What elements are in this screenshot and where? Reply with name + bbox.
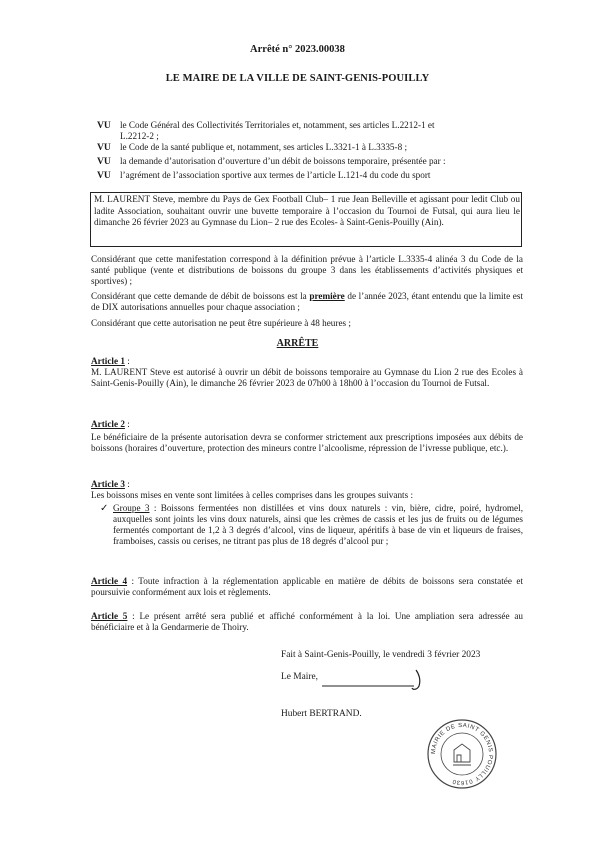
- article-4-title: Article 4: [91, 576, 128, 586]
- arrete-heading: ARRÊTE: [276, 338, 319, 349]
- article-5-title: Article 5: [91, 611, 128, 621]
- considerant-2: [91, 291, 523, 313]
- place-date: Fait à Saint-Genis-Pouilly, le vendredi 3 février 2023: [281, 650, 481, 660]
- group-3-text: : Boissons fermentées non distillées et vins doux naturels : vin, bière, cidre, poiré, hydromel, auxquelles sont joints les vins doux naturels, ainsi que les crèmes de cassis et les jus de fruits ou de légumes fermentés comportant de 1,2 à 3 degrés d’alcool, vins de liqueur, apéritifs à base de vin et liqueurs de fraises, framboises, cassis ou cerises, ne titrant pas plus de 18 degrés d’alcool pur ;: [113, 503, 523, 546]
- considerant-2-text: Considérant que cette demande de débit de boissons est la: [91, 291, 310, 301]
- article-1-heading: Article 1 :: [91, 356, 130, 366]
- vu-text: l’agrément de l’association sportive aux termes de l’article L.121-4 du code du sport: [120, 170, 431, 180]
- article-1-text: M. LAURENT Steve est autorisé à ouvrir un débit de boissons temporaire au Gymnase du Lion 2 rue des Ecoles à Saint-Genis-Pouilly (Ain), le dimanche 26 février 2023 de 07h00 à 18h00 à l’occasion du Tournoi de Futsal.: [91, 367, 523, 388]
- mayor-name: Hubert BERTRAND.: [281, 709, 362, 719]
- considerant-2-emphasis: première: [309, 291, 345, 301]
- considerant-3: Considérant que cette autorisation ne peut être supérieure à 48 heures ;: [91, 318, 351, 328]
- considerant-2-text: de l’année 2023, étant entendu que la limite est de DIX autorisations annuelles pour chaque association ;: [91, 291, 523, 312]
- article-2-title: Article 2: [91, 419, 125, 429]
- considerant-1: Considérant que cette manifestation correspond à la définition prévue à l’article L.3335-4 alinéa 3 du Code de la santé publique (vente et distributions de boissons du groupe 3 dans les établissements d’activités physiques et sportives) ;: [91, 254, 523, 286]
- group-3-label: Groupe 3: [113, 503, 150, 513]
- mayor-title: LE MAIRE DE LA VILLE DE SAINT-GENIS-POUILLY: [165, 73, 430, 84]
- mayor-label: Le Maire,: [281, 672, 318, 682]
- article-3-group: [113, 503, 523, 547]
- article-3-title: Article 3: [91, 479, 125, 489]
- vu-text: [120, 120, 515, 142]
- vu-label: VU: [97, 156, 111, 167]
- vu-text: la demande d’autorisation d’ouverture d’un débit de boissons temporaire, présentée par :: [120, 156, 446, 166]
- arrete-number: Arrêté n° 2023.00038: [250, 44, 345, 55]
- article-4: [91, 576, 523, 598]
- vu-line: L.2212-2 ;: [120, 130, 159, 141]
- article-5-text: : Le présent arrêté sera publié et affiché conformément à la loi. Une ampliation sera adressée au bénéficiaire et à la Gendarmerie de Thoiry.: [91, 611, 523, 632]
- article-3-heading: Article 3 :: [91, 479, 130, 489]
- svg-text:MAIRIE DE SAINT GENIS POUILLY: [431, 723, 493, 785]
- article-2-heading: Article 2 :: [91, 419, 130, 429]
- vu-label: VU: [97, 170, 111, 181]
- article-5: [91, 611, 523, 633]
- stamp-text: MAIRIE DE SAINT GENIS POUILLY 01630: [430, 722, 494, 786]
- vu-line: le Code Général des Collectivités Territoriales et, notamment, ses articles L.2212-1 et: [120, 120, 435, 130]
- article-2-text: Le bénéficiaire de la présente autorisation devra se conformer strictement aux prescriptions imposées aux débits de boissons (horaires d’ouverture, protection des mineurs contre l’alcoolisme, répression de l’ivresse publique, etc.).: [91, 432, 523, 453]
- checkmark-icon: ✓: [100, 503, 109, 514]
- article-1-title: Article 1: [91, 356, 125, 366]
- vu-label: VU: [97, 120, 111, 131]
- request-box-text: M. LAURENT Steve, membre du Pays de Gex Football Club– 1 rue Jean Belleville et agissant pour ledit Club ou ladite Association, souhaitant ouvrir une buvette temporaire à l’occasion du Tournoi de Futsal, qui aura lieu le dimanche 26 février 2023 au Gymnase du Lion– 2 rue des Ecoles- à Saint-Genis-Pouilly (Ain).: [94, 194, 520, 228]
- handwritten-signature: [318, 664, 438, 694]
- vu-text: le Code de la santé publique et, notamment, ses articles L.3321-1 à L.3335-8 ;: [120, 142, 408, 152]
- article-3-intro: Les boissons mises en vente sont limitées à celles comprises dans les groupes suivants :: [91, 490, 414, 500]
- vu-label: VU: [97, 142, 111, 153]
- article-4-text: : Toute infraction à la réglementation applicable en matière de débits de boissons sera constatée et poursuivie conformément aux lois et règlements.: [91, 576, 523, 597]
- official-stamp: [426, 718, 498, 790]
